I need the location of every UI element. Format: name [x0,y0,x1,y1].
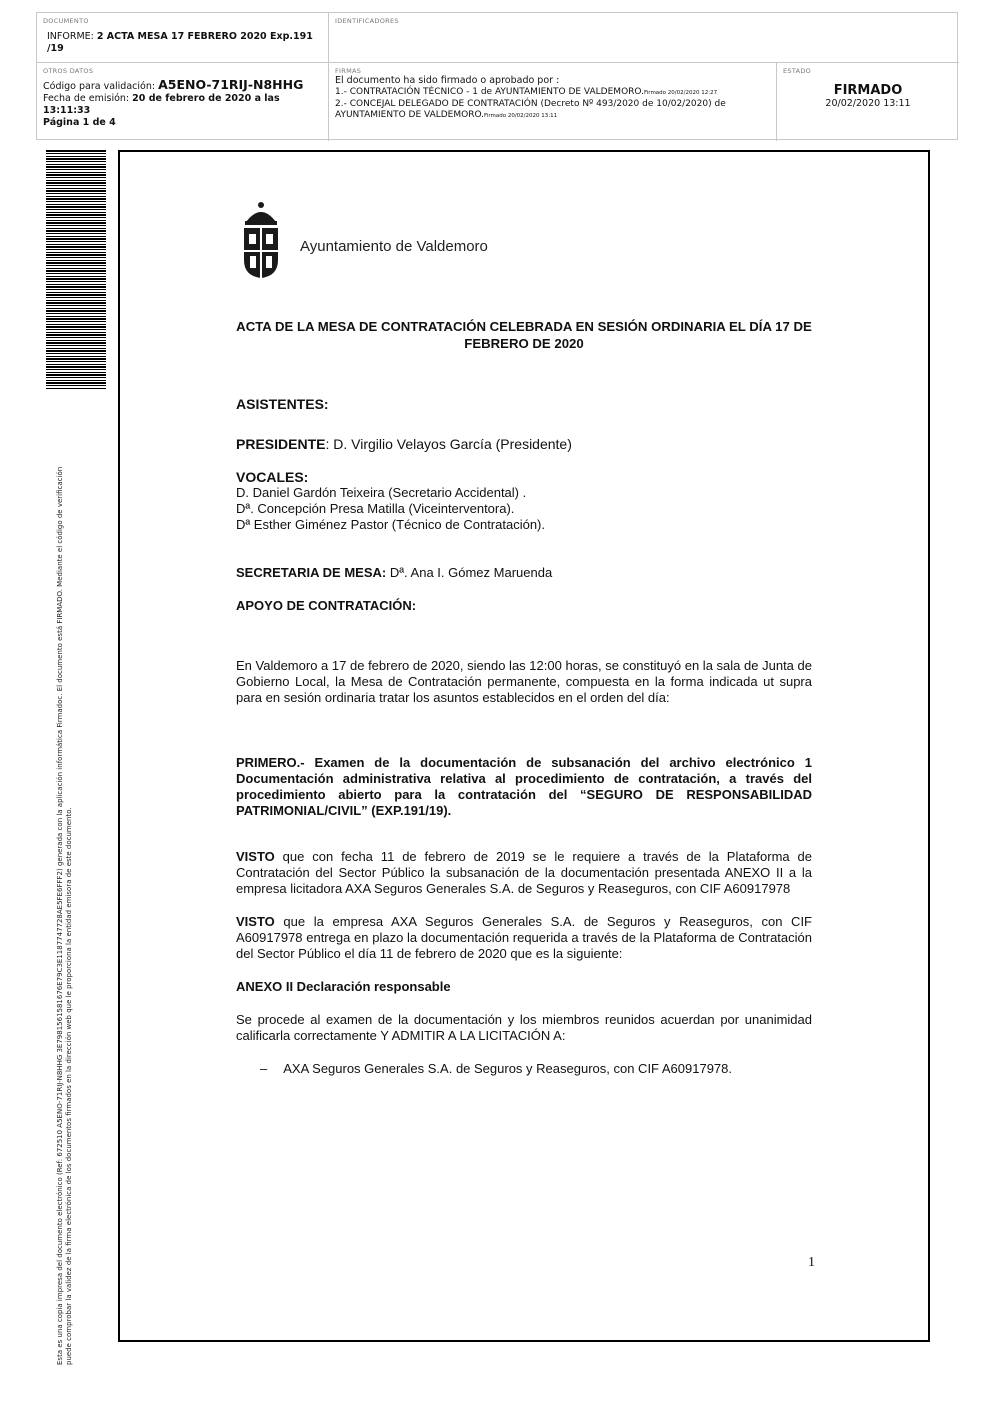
documento-cell [37,13,329,63]
visto-paragraph-1: VISTO que con fecha 11 de febrero de 2019 se le requiere a través de la Plataforma de Contratación del Sector Público la subsanación de la documentación presentada ANEXO II a la empresa licitadora AXA Seguros Generales S.A. de Seguros y Reaseguros, con CIF A60917978 [236,849,812,896]
anexo-heading: ANEXO II Declaración responsable [236,979,451,994]
pagina-info: Página 1 de 4 [43,117,116,128]
documento-label: DOCUMENTO [43,17,89,25]
firma-2: 2.- CONCEJAL DELEGADO DE CONTRATACIÓN (Decreto Nº 493/2020 de 10/02/2020) de AYUNTAMIENTO DE VALDEMORO.Firmado 20/02/2020 13:11 [335,99,726,120]
vocal-1: D. Daniel Gardón Teixeira (Secretario Accidental) . [236,485,527,500]
procede-paragraph: Se procede al examen de la documentación y los miembros reunidos acuerdan por unanimidad calificarla correctamente Y ADMITIR A LA LICITACIÓN A: [236,1012,812,1043]
page-title: ACTA DE LA MESA DE CONTRATACIÓN CELEBRADA EN SESIÓN ORDINARIA EL DÍA 17 DE FEBRERO DE 2020 [236,319,812,351]
estado-value [783,83,953,109]
vocales-heading: VOCALES: [236,469,309,485]
visto-paragraph-2: VISTO que la empresa AXA Seguros Generales S.A. de Seguros y Reaseguros, con CIF A60917978 entrega en plazo la documentación requerida a través de la Plataforma de Contratación del Sector Público el día 11 de febrero de 2020 que es la siguiente: [236,914,812,961]
bullet-text: AXA Seguros Generales S.A. de Seguros y Reaseguros, con CIF A60917978. [283,1061,733,1076]
firmas-intro: El documento ha sido firmado o aprobado por : [335,75,560,86]
side-text-line-2: puede comprobar la validez de la firma electrónica de los documentos firmados en la dirección web que le proporciona la entidad emisora de este documento. [65,807,73,1365]
document-header [36,12,958,140]
estado-label: ESTADO [783,67,812,75]
codigo-validacion: Código para validación: A5ENO-71RIJ-N8HHG [43,77,304,92]
side-text-line-1: Esta es una copia impresa del documento electrónico (Ref: 672510 A5ENO-71RIJ-N8HHG 3E7981561581676E79C3E1187747728AE5FE6FFF2) generada con la aplicación informática Firmadoc. El documento está FIRMADO. Mediante el código de verificación [56,466,64,1365]
vocal-3: Dª Esther Giménez Pastor (Técnico de Contratación). [236,517,545,532]
coat-of-arms-logo [236,200,286,280]
intro-paragraph: En Valdemoro a 17 de febrero de 2020, siendo las 12:00 horas, se constituyó en la sala de Junta de Gobierno Local, la Mesa de Contratación permanente, compuesta en la forma indicada ut supra para en sesión ordinaria tratar los asuntos establecidos en el orden del día: [236,658,812,705]
apoyo-heading: APOYO DE CONTRATACIÓN: [236,598,417,613]
estado-date: 20/02/2020 13:11 [825,98,911,109]
status-badge: FIRMADO [833,83,903,98]
presidente-line: PRESIDENTE: D. Virgilio Velayos García (Presidente) [236,436,572,452]
page-number: 1 [808,1255,815,1270]
estado-cell [777,63,959,141]
identificadores-cell [329,13,959,63]
bullet-mark: – [260,1061,268,1076]
side-verification-text [56,395,74,1365]
document-content [236,318,812,1077]
barcode [46,150,106,390]
otros-datos-cell [37,63,329,141]
org-name: Ayuntamiento de Valdemoro [300,238,488,255]
firma-1: 1.- CONTRATACIÓN TÉCNICO - 1 de AYUNTAMIENTO DE VALDEMORO.Firmado 20/02/2020 12:27 [335,87,718,97]
list-item [236,1061,812,1077]
otros-label: OTROS DATOS [43,67,94,75]
secretaria-line: SECRETARIA DE MESA: Dª. Ana I. Gómez Maruenda [236,565,553,580]
firmas-cell [329,63,777,141]
document-page [118,150,930,1342]
documento-value: INFORME: 2 ACTA MESA 17 FEBRERO 2020 Exp.191 /19 [47,31,313,54]
identificadores-label: IDENTIFICADORES [335,17,399,25]
vocal-2: Dª. Concepción Presa Matilla (Viceinterventora). [236,501,515,516]
firmas-label: FIRMAS [335,67,362,75]
fecha-emision: Fecha de emisión: 20 de febrero de 2020 a las 13:11:33 [43,93,280,116]
primero-paragraph: PRIMERO.- Examen de la documentación de subsanación del archivo electrónico 1 Documentación administrativa relativa al procedimiento de contratación, a través del procedimiento abierto para la contratación del “SEGURO DE RESPONSABILIDAD PATRIMONIAL/CIVIL” (EXP.191/19). [236,755,812,818]
asistentes-heading: ASISTENTES: [236,396,329,412]
